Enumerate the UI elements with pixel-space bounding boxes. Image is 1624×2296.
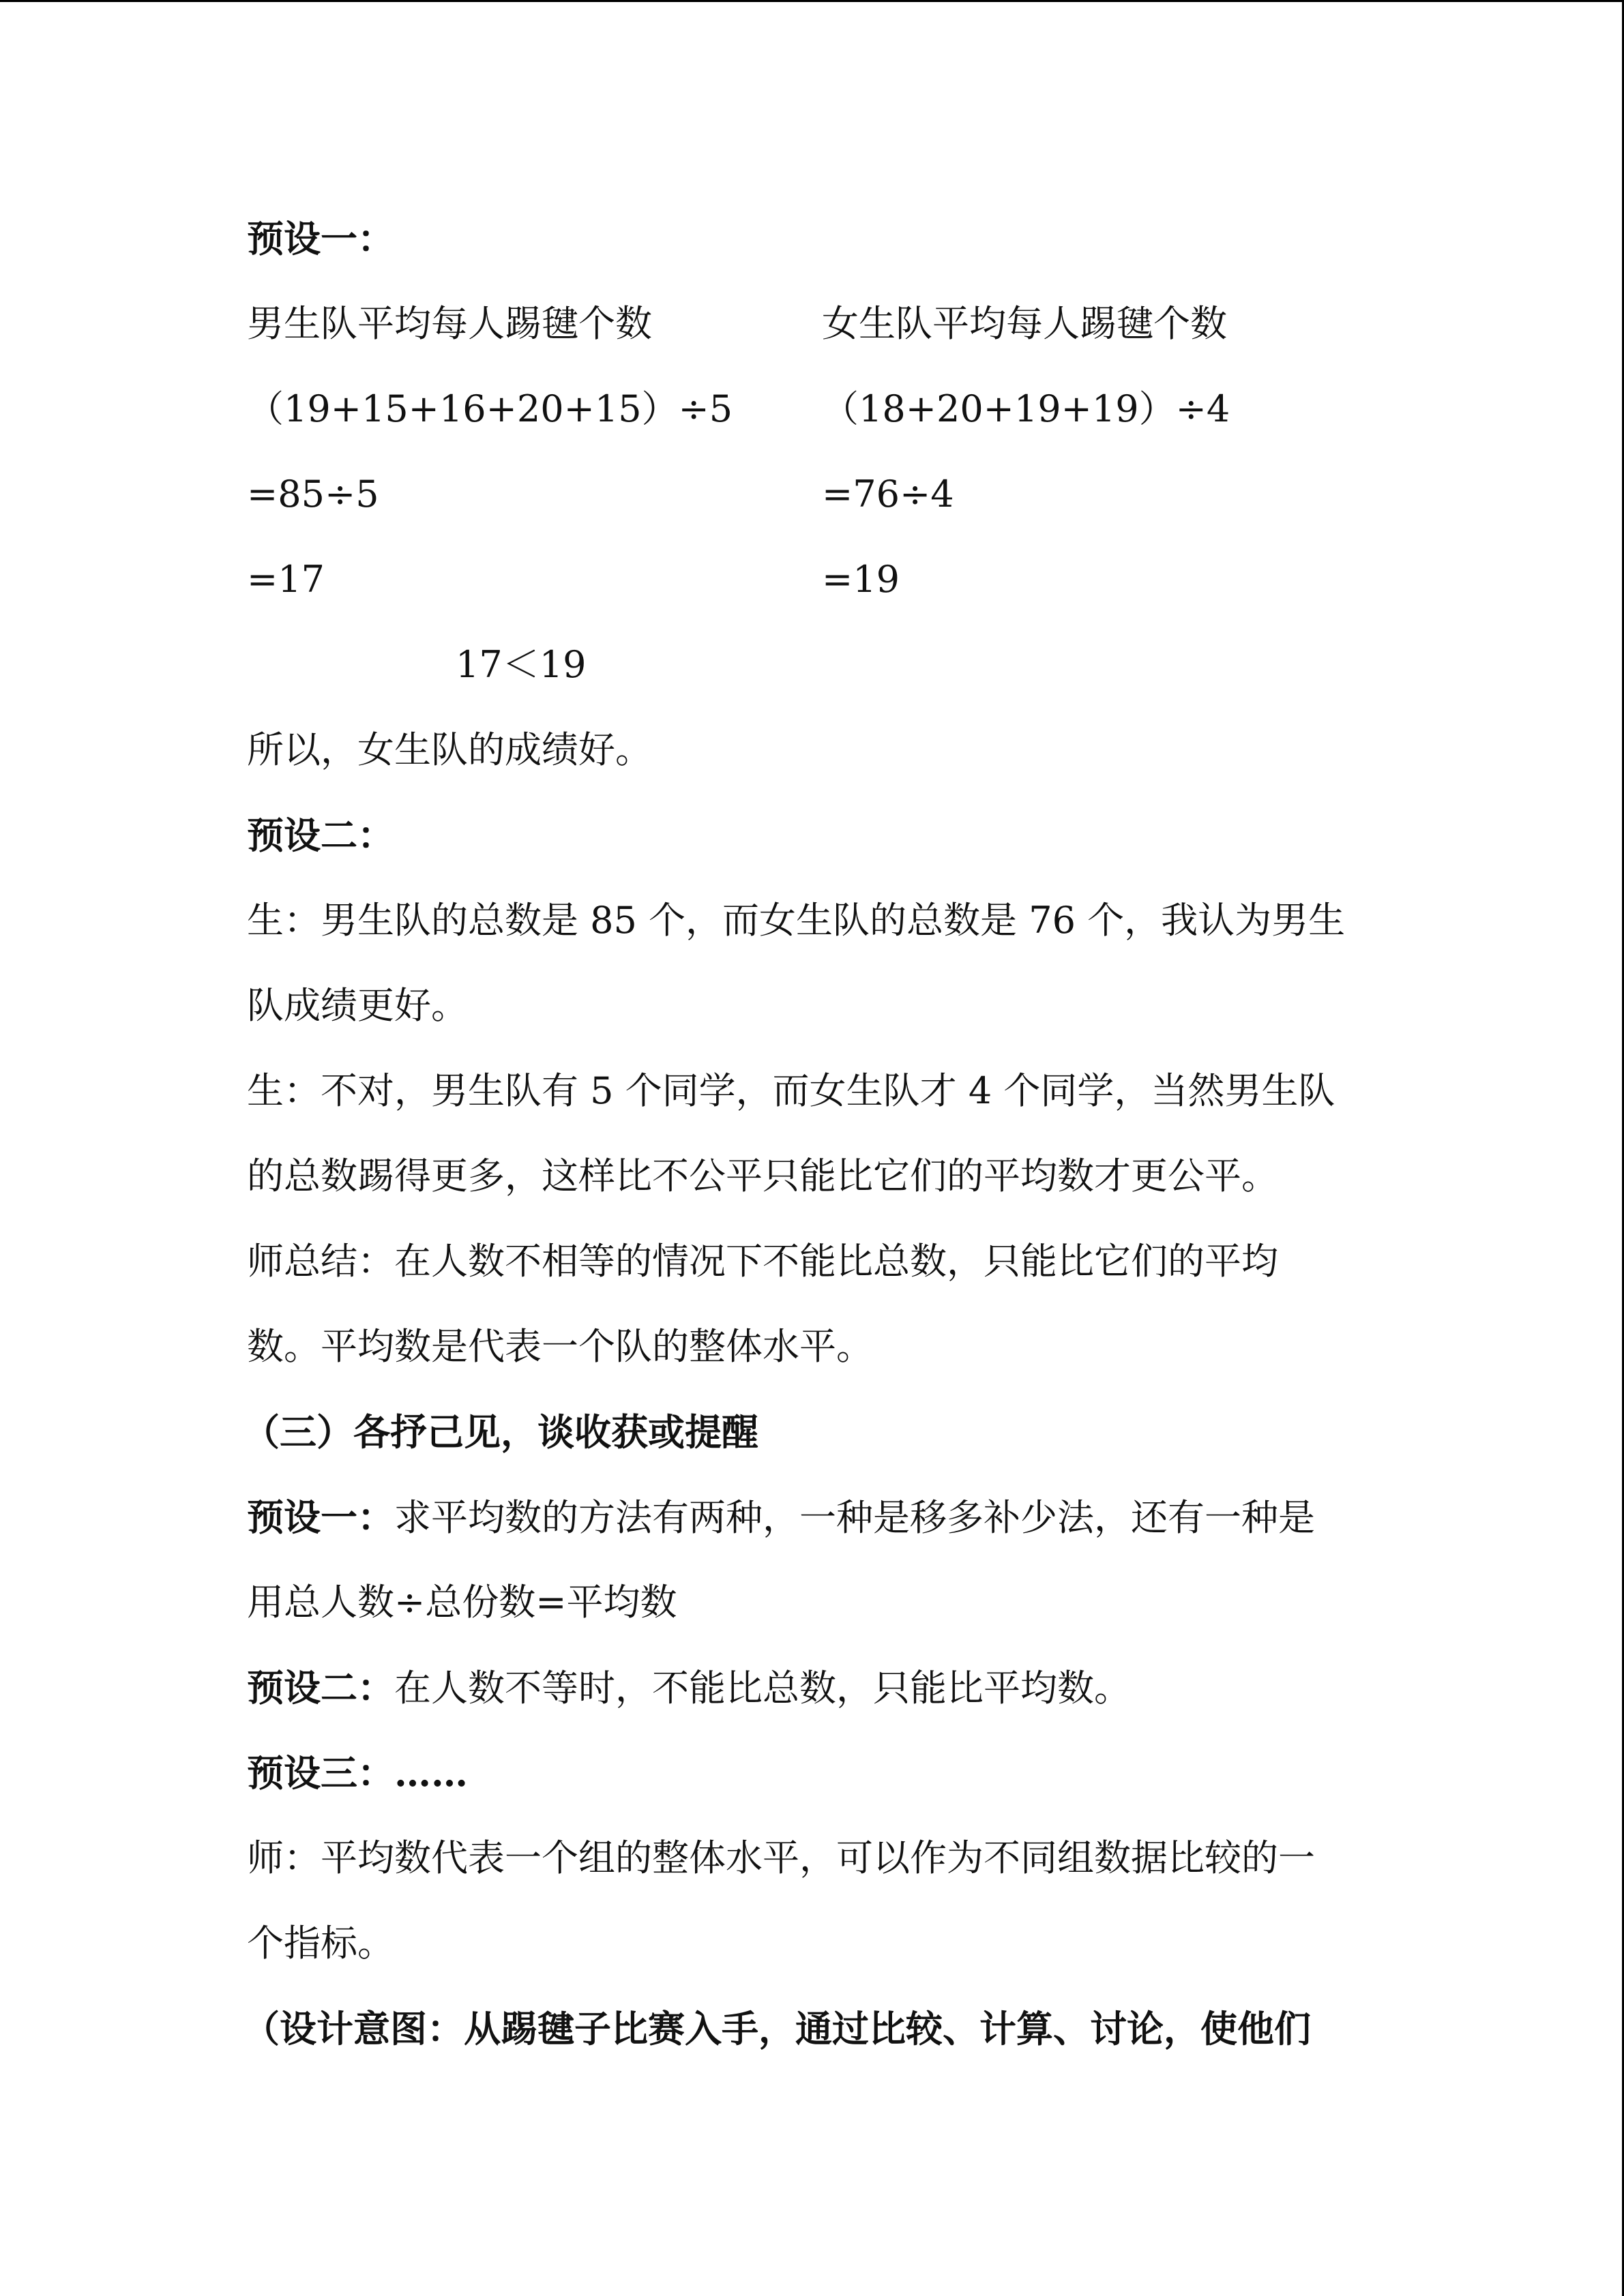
boys-step1: =85÷5 — [247, 473, 379, 516]
boys-step2: =17 — [247, 558, 325, 601]
preset2-heading: 预设二： — [247, 814, 394, 857]
section3-preset1-line1 — [247, 1495, 1315, 1540]
section3-heading: （三）各抒己见，谈收获或提醒 — [243, 1410, 758, 1454]
design-intent: （设计意图：从踢毽子比赛入手，通过比较、计算、讨论，使他们 — [243, 2007, 1311, 2051]
section3-preset2-line — [247, 1666, 1131, 1710]
girls-expression: （18+20+19+19）÷4 — [822, 387, 1230, 430]
preset1-conclusion: 所以，女生队的成绩好。 — [247, 728, 652, 771]
section3-preset2-label: 预设二： — [247, 1666, 394, 1710]
section3-preset1-label: 预设一： — [247, 1495, 394, 1539]
section3-preset3-label: 预设三：…… — [247, 1751, 468, 1795]
section3-preset1-text: 求平均数的方法有两种，一种是移多补少法，还有一种是 — [394, 1496, 1315, 1539]
teacher-line2: 个指标。 — [247, 1922, 394, 1965]
comparison: 17＜19 — [456, 643, 587, 686]
preset2-line: 队成绩更好。 — [247, 984, 468, 1027]
girls-step1: =76÷4 — [822, 473, 954, 516]
page-top-border — [0, 0, 1624, 2]
preset2-line: 师总结：在人数不相等的情况下不能比总数，只能比它们的平均 — [247, 1240, 1278, 1283]
section3-preset2-text: 在人数不等时，不能比总数，只能比平均数。 — [394, 1667, 1131, 1710]
teacher-line1: 师：平均数代表一个组的整体水平，可以作为不同组数据比较的一 — [247, 1836, 1315, 1879]
girls-title: 女生队平均每人踢毽个数 — [822, 302, 1227, 345]
preset2-line: 数。平均数是代表一个队的整体水平。 — [247, 1325, 873, 1368]
girls-step2: =19 — [822, 558, 900, 601]
preset1-heading: 预设一： — [247, 217, 394, 260]
preset2-line: 生：不对，男生队有 5 个同学，而女生队才 4 个同学，当然男生队 — [247, 1069, 1335, 1112]
boys-title: 男生队平均每人踢毽个数 — [247, 302, 652, 345]
boys-expression: （19+15+16+20+15）÷5 — [247, 387, 733, 430]
preset2-line: 的总数踢得更多，这样比不公平只能比它们的平均数才更公平。 — [247, 1154, 1278, 1197]
section3-preset1-line2: 用总人数÷总份数=平均数 — [247, 1581, 677, 1624]
preset2-line: 生：男生队的总数是 85 个，而女生队的总数是 76 个，我认为男生 — [247, 899, 1346, 942]
